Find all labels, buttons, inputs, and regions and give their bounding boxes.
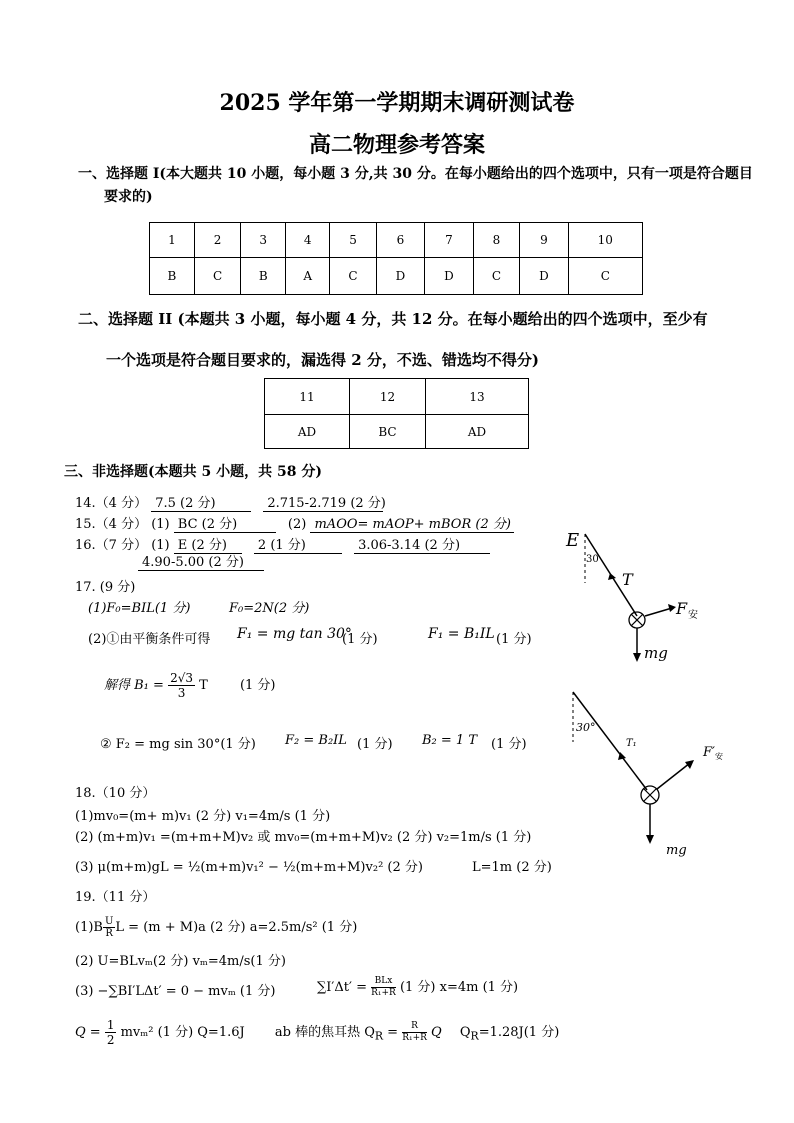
q17-line3a: 解得 B₁ =: [104, 678, 164, 693]
section1-heading-cont: 要求的): [104, 189, 153, 205]
q15-answer-1: BC (2 分): [174, 517, 276, 533]
q14-label: 14.（4 分）: [75, 496, 148, 511]
table-cell: 13: [426, 379, 529, 415]
fraction-numerator: BLx: [371, 976, 396, 988]
section1-heading: 一、选择题 I(本大题共 10 小题，每小题 3 分,共 30 分。在每小题给出的四个选项中，只有一项是符合题目: [78, 166, 753, 182]
diagram1-label-e: E: [566, 530, 580, 551]
q19-line3a: (3) −∑BI′LΔt′ = 0 − mvₘ (1 分): [75, 984, 276, 999]
q17-line4d: B₂ = 1 T: [422, 733, 477, 748]
q15-part1: (1): [151, 517, 170, 532]
fraction: [371, 976, 396, 999]
fraction-numerator: 2√3: [170, 671, 193, 685]
table-cell: 9: [520, 223, 568, 258]
diagram1-label-mg: mg: [644, 644, 668, 662]
q17-label: 17. (9 分): [75, 580, 136, 595]
diagram1-ampere-force: [645, 608, 672, 616]
q15-line: [75, 513, 522, 533]
section2-heading: 二、选择题 II (本题共 3 小题，每小题 4 分，共 12 分。在每小题给出的四个选项中，至少有: [78, 310, 708, 328]
table-cell: AD: [265, 415, 350, 449]
q19-line4-sub: R: [374, 1029, 384, 1043]
q14-answer-1: 7.5 (2 分): [151, 496, 251, 512]
q17-line4c: (1 分): [357, 737, 393, 752]
diagram2-label-mg: mg: [666, 843, 687, 858]
q19-line4b: mvₘ² (1 分) Q=1.6J: [120, 1025, 245, 1040]
section2-answer-table: [264, 378, 529, 449]
q18-line2: (2) (m+m)v₁ =(m+m+M)v₂ 或 mv₀=(m+m+M)v₂ (2 分) v₂=1m/s (1 分): [75, 830, 532, 845]
q17-line4b: F₂ = B₂IL: [285, 733, 347, 748]
table-cell: C: [473, 258, 519, 295]
q17-line1a: (1)F₀=BIL(1 分): [88, 601, 191, 616]
q17-line2e: (1 分): [496, 632, 532, 647]
q19-line4e: Q: [431, 1025, 442, 1040]
fraction-denominator: R₁+R: [402, 1033, 427, 1043]
q15-label: 15.（4 分）: [75, 517, 148, 532]
q17-line3b: (1 分): [239, 678, 276, 693]
q17-line1b: F₀=2N(2 分): [229, 601, 310, 616]
table-cell: B: [150, 258, 195, 295]
q19-line1: [75, 916, 357, 939]
table-cell: D: [425, 258, 473, 295]
q18-line3: (3) μ(m+m)gL = ½(m+m)v₁² − ½(m+m+M)v₂² (2 分): [75, 860, 423, 875]
table-cell: B: [241, 258, 286, 295]
table-cell: D: [520, 258, 568, 295]
q14-line: [75, 492, 391, 512]
q17-line2a: (2)①由平衡条件可得: [88, 632, 211, 647]
diagram1-gravity-arrowhead: [633, 653, 641, 662]
table-cell: 4: [286, 223, 330, 258]
q19-line4f: Q: [459, 1025, 471, 1040]
fraction-denominator: 2: [106, 1033, 115, 1047]
q19-line4d: =: [387, 1025, 399, 1040]
diagram1-label-f: F: [676, 599, 688, 618]
fraction-denominator: R: [105, 928, 113, 939]
section3-heading: 三、非选择题(本题共 5 小题，共 58 分): [64, 464, 322, 480]
force-diagram-2: [560, 688, 740, 868]
diagram2-gravity-arrowhead: [646, 835, 654, 844]
table-cell: A: [286, 258, 330, 295]
q16-part1: (1): [151, 538, 170, 553]
table-cell: AD: [426, 415, 529, 449]
q16-line: [75, 534, 498, 554]
q19-line2: (2) U=BLvₘ(2 分) vₘ=4m/s(1 分): [75, 954, 286, 969]
q16-answer-3: 3.06-3.14 (2 分): [354, 538, 490, 554]
table-cell: 2: [194, 223, 240, 258]
q16-answer-1: E (2 分): [174, 538, 242, 554]
q18-label: 18.（10 分）: [75, 786, 156, 801]
diagram2-force-arrowhead: [685, 760, 694, 769]
diagram1-angle: 30: [586, 554, 599, 565]
q19-line1a: (1)B: [75, 920, 103, 935]
fraction: [402, 1021, 427, 1044]
table-row: [265, 379, 529, 415]
fraction-denominator: 3: [177, 686, 186, 700]
table-cell: BC: [350, 415, 426, 449]
table-cell: 3: [241, 223, 286, 258]
q16-line-2: [138, 555, 272, 571]
table-cell: 12: [350, 379, 426, 415]
fraction: [168, 671, 195, 700]
diagram1-force-arrowhead: [668, 604, 676, 612]
q16-answer-2: 2 (1 分): [254, 538, 342, 554]
diagram2-label-f: F′: [703, 745, 715, 760]
q18-line3b: L=1m (2 分): [472, 860, 552, 875]
q15-answer-2: mAOO= mAOP+ mBOR (2 分): [310, 517, 514, 533]
q16-label: 16.（7 分）: [75, 538, 148, 553]
table-cell: 10: [568, 223, 642, 258]
q19-line4: [75, 1018, 559, 1047]
fraction: [103, 916, 115, 939]
table-cell: C: [330, 258, 376, 295]
q19-line4f-sub: R: [470, 1029, 479, 1043]
q17-line4e: (1 分): [491, 737, 527, 752]
q19-line4g: =1.28J(1 分): [478, 1025, 560, 1040]
table-row: [265, 415, 529, 449]
diagram1-tension-arrowhead: [608, 573, 616, 580]
q19-line3c: (1 分) x=4m (1 分): [399, 980, 519, 995]
table-cell: C: [568, 258, 642, 295]
page-subtitle: 高二物理参考答案: [308, 132, 485, 158]
diagram2-angle: 30°: [576, 721, 596, 734]
table-row: [150, 223, 643, 258]
table-cell: 6: [376, 223, 424, 258]
q17-line2b: F₁ = mg tan 30°: [237, 626, 352, 642]
q19-line3b: ∑I′Δt′ =: [317, 980, 367, 995]
page-title: 2025 学年第一学期期末调研测试卷: [219, 90, 575, 116]
section2-heading-cont: 一个选项是符合题目要求的，漏选得 2 分，不选、错选均不得分): [106, 351, 539, 369]
q17-line2d: F₁ = B₁IL: [428, 626, 495, 642]
fraction-numerator: R: [402, 1021, 427, 1033]
diagram1-label-t: T: [622, 570, 633, 589]
q17-line3-unit: T: [199, 678, 208, 693]
table-cell: 8: [473, 223, 519, 258]
q19-line1b: L = (m + M)a (2 分) a=2.5m/s² (1 分): [115, 920, 358, 935]
fraction-numerator: U: [104, 916, 114, 927]
q19-line4c: ab 棒的焦耳热 Q: [274, 1025, 375, 1040]
diagram2-label-t: T₁: [626, 738, 637, 749]
table-row: [150, 258, 643, 295]
q17-line4a: ② F₂ = mg sin 30°(1 分): [100, 737, 256, 752]
q19-label: 19.（11 分）: [75, 890, 156, 905]
table-cell: D: [376, 258, 424, 295]
q18-line1: (1)mv₀=(m+ m)v₁ (2 分) v₁=4m/s (1 分): [75, 809, 331, 824]
fraction: [105, 1018, 117, 1047]
table-cell: 1: [150, 223, 195, 258]
q19-line3: [317, 976, 518, 999]
q15-part2: (2): [287, 517, 307, 532]
q16-answer-4: 4.90-5.00 (2 分): [138, 555, 264, 571]
q17-line2c: (1 分): [342, 632, 378, 647]
diagram1-label-f-sub: 安: [688, 610, 698, 621]
q14-answer-2: 2.715-2.719 (2 分): [263, 496, 383, 512]
fraction-denominator: R₁+R: [371, 988, 396, 998]
diagram2-ampere-force: [657, 763, 690, 789]
section1-answer-table: [149, 222, 643, 295]
diagram2-label-f-sub: 安: [715, 752, 723, 761]
table-cell: 5: [330, 223, 376, 258]
q17-line3: [104, 671, 276, 700]
table-cell: C: [194, 258, 240, 295]
table-cell: 7: [425, 223, 473, 258]
fraction-numerator: 1: [106, 1018, 115, 1032]
table-cell: 11: [265, 379, 350, 415]
q19-line4a: Q =: [75, 1025, 101, 1040]
force-diagram-1: [560, 528, 710, 668]
